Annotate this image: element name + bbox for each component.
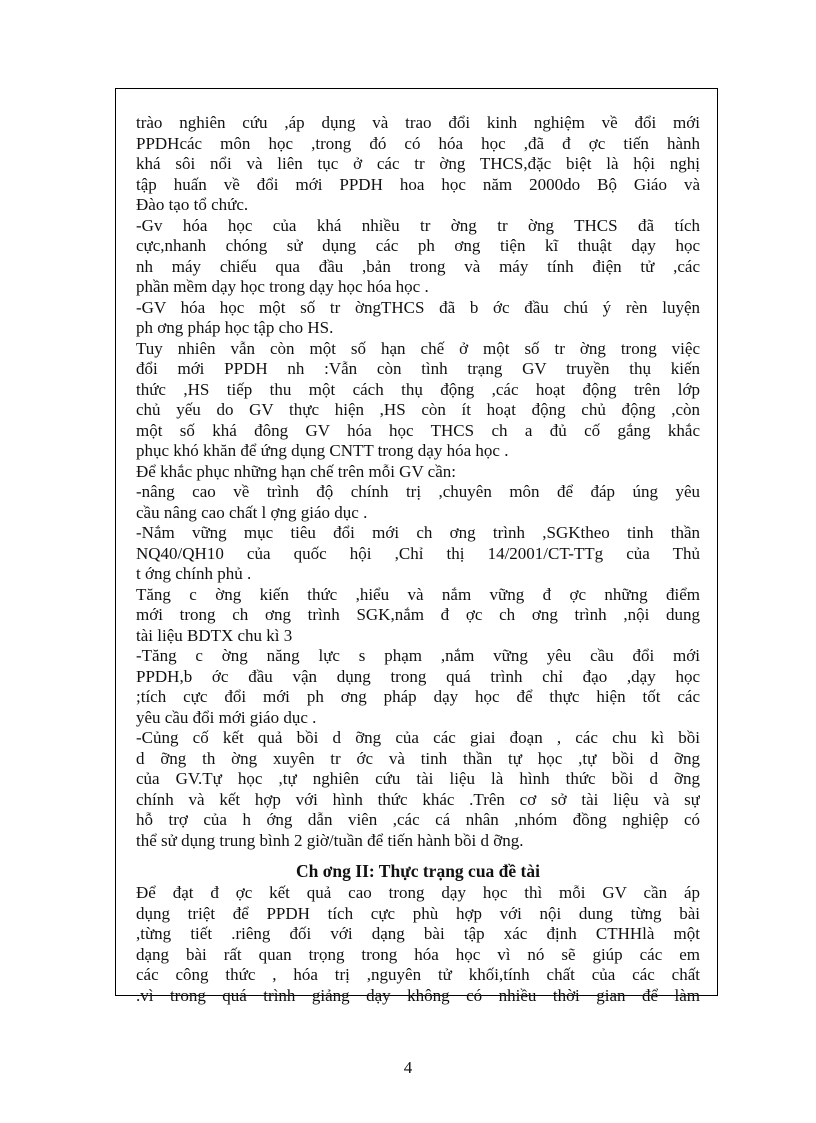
text-line: đổi mới PPDH nh :Vẫn còn tình trạng GV truyền thụ kiến bbox=[136, 359, 700, 378]
text-line: thể sử dụng trung bình 2 giờ/tuần để tiến hành bồi d ỡng. bbox=[136, 830, 524, 850]
text-line: NQ40/QH10 của quốc hội ,Chỉ thị 14/2001/CT-TTg của Thủ bbox=[136, 543, 700, 563]
text-line: Tuy nhiên vẫn còn một số hạn chế ở một số tr ờng trong việc bbox=[136, 338, 700, 358]
section-2-text bbox=[136, 883, 700, 1006]
text-line: dạng bài rất quan trọng trong hóa học vì nó sẽ giúp các em bbox=[136, 944, 700, 964]
text-line: trào nghiên cứu ,áp dụng và trao đổi kinh nghiệm về đổi mới bbox=[136, 113, 700, 132]
text-line: mới trong ch ơng trình SGK,nắm đ ợc ch ơng trình ,nội dung bbox=[136, 605, 700, 624]
text-line: -Củng cố kết quả bồi d ỡng của các giai đoạn , các chu kì bồi bbox=[136, 728, 700, 747]
text-line: thức ,HS tiếp thu một cách thụ động ,các hoạt động trên lớp bbox=[136, 379, 700, 399]
text-line: cầu nâng cao chất l ợng giáo dục . bbox=[136, 502, 368, 522]
text-line: d ỡng th ờng xuyên tr ớc và tinh thần tự học ,tự bồi d ỡng bbox=[136, 748, 700, 768]
text-line: Đào tạo tổ chức. bbox=[136, 195, 249, 214]
text-line: nh máy chiếu qua đầu ,bản trong và máy tính điện tử ,các bbox=[136, 256, 700, 276]
text-line: các công thức , hóa trị ,nguyên tử khối,tính chất của các chất bbox=[136, 965, 700, 984]
text-line: cực,nhanh chóng sử dụng các ph ơng tiện kĩ thuật dạy học bbox=[136, 236, 700, 255]
text-line: -nâng cao về trình độ chính trị ,chuyên môn để đáp úng yêu bbox=[136, 482, 700, 501]
text-line: phần mềm dạy học trong dạy học hóa học . bbox=[136, 277, 429, 296]
text-line: tài liệu BDTX chu kì 3 bbox=[136, 625, 293, 645]
text-line: PPDHcác môn học ,trong đó có hóa học ,đã đ ợc tiến hành bbox=[136, 133, 700, 153]
text-line: PPDH,b ớc đầu vận dụng trong quá trình chỉ đạo ,dạy học bbox=[136, 666, 700, 686]
text-line: yêu cầu đổi mới giáo dục . bbox=[136, 707, 317, 727]
text-line: phục khó khăn để ứng dụng CNTT trong dạy hóa học . bbox=[136, 441, 509, 460]
document-body bbox=[136, 113, 700, 1006]
text-line: -Gv hóa học của khá nhiều tr ờng tr ờng THCS đã tích bbox=[136, 215, 700, 235]
text-line: hỗ trợ của h ớng dẫn viên ,các cá nhân ,nhóm đồng nghiệp có bbox=[136, 810, 700, 829]
text-line: Để đạt đ ợc kết quả cao trong dạy học thì mỗi GV cần áp bbox=[136, 883, 700, 902]
chapter-heading: Ch ơng II: Thực trạng cua đề tài bbox=[296, 861, 540, 881]
text-line: chính và kết hợp với hình thức khác .Trên cơ sở tài liệu và sự bbox=[136, 789, 700, 809]
text-line: khá sôi nổi và liên tục ở các tr ờng THCS,đặc biệt là hội nghị bbox=[136, 154, 700, 173]
text-line: Tăng c ờng kiến thức ,hiểu và nắm vững đ ợc những điểm bbox=[136, 584, 700, 604]
text-line: chủ yếu do GV thực hiện ,HS còn ít hoạt động chủ động ,còn bbox=[136, 400, 700, 419]
text-line: -GV hóa học một số tr ờngTHCS đã b ớc đầu chú ý rèn luyện bbox=[136, 297, 700, 317]
text-line: ,từng tiết .riêng đối với dạng bài tập xác định CTHHlà một bbox=[136, 924, 700, 943]
text-line: dụng triệt để PPDH tích cực phù hợp với nội dung từng bài bbox=[136, 903, 700, 923]
text-line: -Nắm vững mục tiêu đổi mới ch ơng trình ,SGKtheo tinh thần bbox=[136, 523, 700, 542]
text-line: ph ơng pháp học tập cho HS. bbox=[136, 318, 334, 337]
text-line: -Tăng c ờng năng lực s phạm ,nắm vững yêu cầu đổi mới bbox=[136, 646, 700, 665]
text-line: Để khắc phục những hạn chế trên mỗi GV cần: bbox=[136, 461, 456, 481]
text-line: của GV.Tự học ,tự nghiên cứu tài liệu là hình thức bồi d ỡng bbox=[136, 769, 700, 788]
page-number: 4 bbox=[403, 1058, 413, 1077]
text-line: t ớng chính phủ . bbox=[136, 564, 252, 583]
text-line: một số khá đông GV hóa học THCS ch a đủ cố gắng khắc bbox=[136, 420, 700, 440]
text-line: tập huấn về đổi mới PPDH hoa học năm 2000do Bộ Giáo và bbox=[136, 174, 700, 194]
text-line: ;tích cực đổi mới ph ơng pháp dạy học để thực hiện tốt các bbox=[136, 687, 700, 706]
section-1-text bbox=[136, 113, 700, 851]
text-line: .vì trong quá trình giảng dạy không có nhiều thời gian để làm bbox=[136, 985, 700, 1005]
